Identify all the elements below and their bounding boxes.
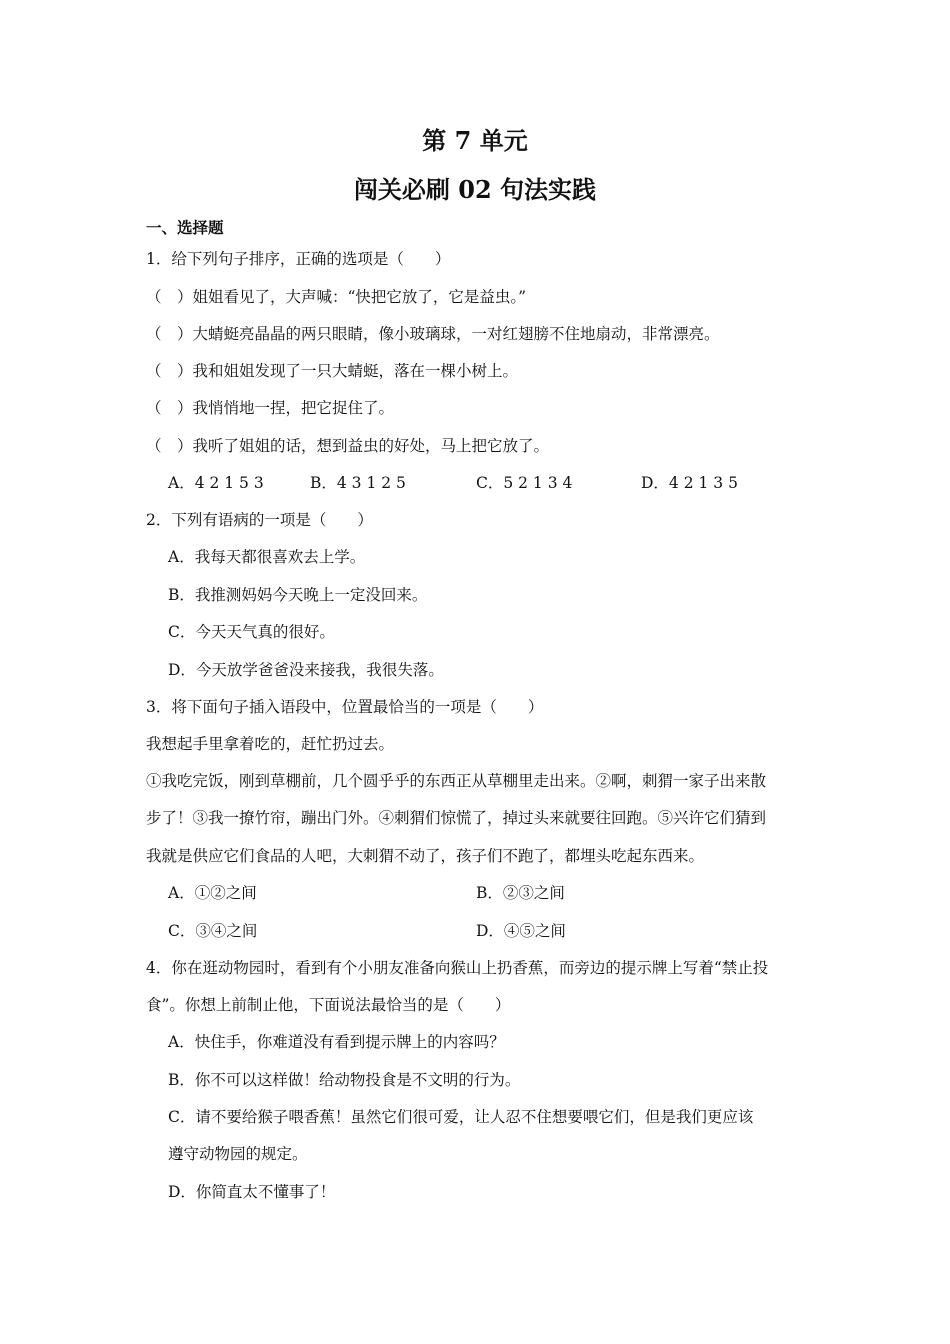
q1-option-a[interactable]: A．4 2 1 5 3	[168, 474, 264, 492]
q3-passage-line: 我就是供应它们食品的人吧，大刺猬不动了，孩子们不跑了，都埋头吃起东西来。	[146, 847, 705, 865]
q3-passage-line: 步了！③我一撩竹帘，蹦出门外。④刺猬们惊慌了，掉过头来就要往回跑。⑤兴许它们猜到	[146, 809, 767, 827]
q2-stem: 2．下列有语病的一项是（ ）	[146, 511, 373, 529]
q1-option-b[interactable]: B．4 3 1 2 5	[310, 474, 406, 492]
q1-sentence: （ ）我听了姐姐的话，想到益虫的好处，马上把它放了。	[146, 437, 550, 455]
q2-option-a[interactable]: A．我每天都很喜欢去上学。	[168, 548, 366, 566]
q3-option-c[interactable]: C．③④之间	[168, 922, 258, 940]
q1-sentence: （ ）大蜻蜓亮晶晶的两只眼睛，像小玻璃球，一对红翅膀不住地扇动，非常漂亮。	[146, 325, 720, 343]
q2-option-d[interactable]: D．今天放学爸爸没来接我，我很失落。	[168, 661, 444, 679]
q1-sentence: （ ）我和姐姐发现了一只大蜻蜓，落在一棵小树上。	[146, 362, 519, 380]
page-title: 闯关必刷 02 句法实践	[353, 175, 597, 204]
q1-sentence: （ ）我悄悄地一捏，把它捉住了。	[146, 399, 395, 417]
q4-option-b[interactable]: B．你不可以这样做！给动物投食是不文明的行为。	[168, 1071, 521, 1089]
q2-option-c[interactable]: C．今天天气真的很好。	[168, 623, 335, 641]
unit-title: 第 7 单元	[422, 126, 528, 155]
q2-option-b[interactable]: B．我推测妈妈今天晚上一定没回来。	[168, 586, 428, 604]
q3-sentence: 我想起手里拿着吃的，赶忙扔过去。	[146, 735, 395, 753]
q3-passage-line: ①我吃完饭，刚到草棚前，几个圆乎乎的东西正从草棚里走出来。②啊，刺猬一家子出来散	[146, 772, 767, 790]
q3-option-b[interactable]: B．②③之间	[476, 884, 565, 902]
q4-stem-line: 食”。你想上前制止他，下面说法最恰当的是（ ）	[146, 996, 511, 1014]
q1-option-c[interactable]: C．5 2 1 3 4	[476, 474, 573, 492]
q4-option-a[interactable]: A．快住手，你难道没有看到提示牌上的内容吗？	[168, 1033, 505, 1051]
section-heading: 一、选择题	[146, 218, 224, 237]
q3-stem: 3．将下面句子插入语段中，位置最恰当的一项是（ ）	[146, 698, 544, 716]
q4-option-d[interactable]: D．你简直太不懂事了！	[168, 1183, 336, 1201]
q1-stem: 1．给下列句子排序，正确的选项是（ ）	[146, 250, 451, 268]
q4-option-c[interactable]: C．请不要给猴子喂香蕉！虽然它们很可爱，让人忍不住想要喂它们，但是我们更应该	[168, 1108, 754, 1126]
q3-option-d[interactable]: D．④⑤之间	[476, 922, 566, 940]
q1-sentence: （ ）姐姐看见了，大声喊：“快把它放了，它是益虫。”	[146, 288, 527, 306]
q1-option-d[interactable]: D．4 2 1 3 5	[641, 474, 738, 492]
q4-option-c-continued[interactable]: 遵守动物园的规定。	[168, 1145, 308, 1163]
q3-option-a[interactable]: A．①②之间	[168, 884, 257, 902]
q4-stem-line: 4．你在逛动物园时，看到有个小朋友准备向猴山上扔香蕉，而旁边的提示牌上写着“禁止投	[146, 959, 769, 977]
